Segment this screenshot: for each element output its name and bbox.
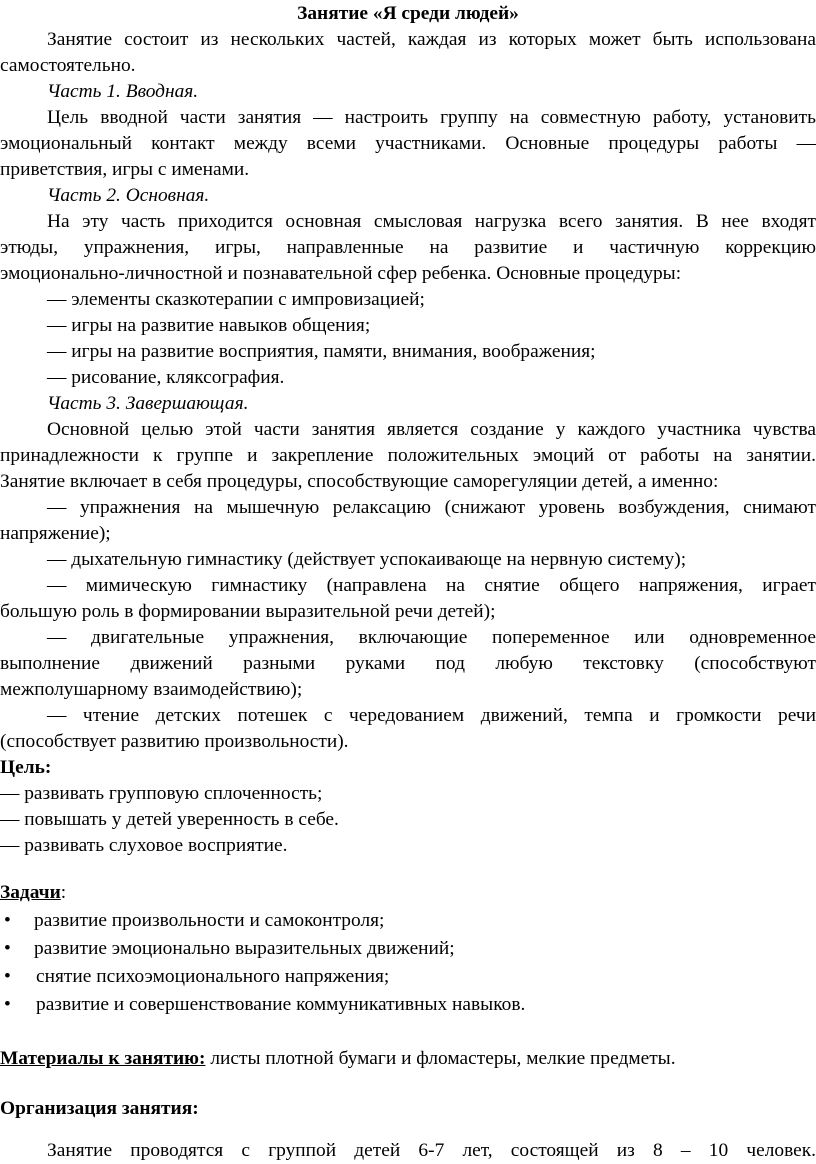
bullet-icon: • [4,910,11,931]
part1-heading: Часть 1. Вводная. [47,81,199,102]
tasks-item [0,936,816,962]
part2-item: — игры на развитие восприятия, памяти, внимания, воображения; [47,341,596,362]
materials-text: листы плотной бумаги и фломастеры, мелкие предметы. [205,1048,676,1069]
tasks-heading-line [0,880,816,906]
part2-line-2: этюды, упражнения, игры, направленные на развитие и частичную коррекцию [0,237,816,258]
document-title: Занятие «Я среди людей» [297,3,519,24]
organization-heading: Организация занятия: [0,1098,199,1119]
part3-item3-line-1: — мимическую гимнастику (направлена на снятие общего напряжения, играет [47,575,816,596]
part1-line-2: эмоциональный контакт между всеми участниками. Основные процедуры работы — [0,133,816,154]
part1-line-3: приветствия, игры с именами. [0,159,250,180]
part3-item5-line-2: (способствует развитию произвольности). [0,731,349,752]
part2-line-1: На эту часть приходится основная смысловая нагрузка всего занятия. В нее входят [47,211,816,232]
goal-heading: Цель: [0,757,52,778]
tasks-item-text: развитие и совершенствование коммуникативных навыков. [36,994,526,1015]
part3-item4-line-3: межполушарному взаимодействию); [0,679,303,700]
materials-line [0,1046,816,1072]
part2-item: — рисование, кляксография. [47,367,285,388]
materials-heading: Материалы к занятию: [0,1048,206,1069]
part3-item3-line-2: большую роль в формировании выразительной речи детей); [0,601,496,622]
part2-line-3: эмоционально-личностной и познавательной сфер ребенка. Основные процедуры: [0,263,682,284]
bullet-icon: • [4,966,11,987]
part3-item4-line-1: — двигательные упражнения, включающие попеременное или одновременное [47,627,816,648]
intro-line-1: Занятие состоит из нескольких частей, каждая из которых может быть использована [47,29,816,50]
bullet-icon: • [4,994,11,1015]
tasks-heading-colon: : [60,882,67,903]
goal-item: — повышать у детей уверенность в себе. [0,809,339,830]
tasks-item-text: развитие эмоционально выразительных движений; [34,938,455,959]
intro-line-2: самостоятельно. [0,55,136,76]
part3-item2-line-1: — дыхательную гимнастику (действует успокаивающе на нервную систему); [47,549,687,570]
part3-heading: Часть 3. Завершающая. [47,393,249,414]
tasks-item [0,908,816,934]
part3-item1-line-1: — упражнения на мышечную релаксацию (снижают уровень возбуждения, снимают [47,497,816,518]
part3-line-3: Занятие включает в себя процедуры, способствующие саморегуляции детей, а именно: [0,471,719,492]
part3-item4-line-2: выполнение движений разными руками под любую текстовку (способствуют [0,653,816,674]
tasks-item [0,964,816,990]
tasks-heading: Задачи [0,882,61,903]
organization-line-1: Занятие проводятся с группой детей 6-7 лет, состоящей из 8 – 10 человек. [47,1140,816,1161]
goal-item: — развивать групповую сплоченность; [0,783,323,804]
part2-item: — элементы сказкотерапии с импровизацией; [47,289,425,310]
part1-line-1: Цель вводной части занятия — настроить группу на совместную работу, установить [47,107,816,128]
tasks-item-text: развитие произвольности и самоконтроля; [34,910,385,931]
part3-line-1: Основной целью этой части занятия является создание у каждого участника чувства [47,419,816,440]
part2-heading: Часть 2. Основная. [47,185,210,206]
tasks-item-text: снятие психоэмоционального напряжения; [36,966,390,987]
part3-item1-line-2: напряжение); [0,523,111,544]
part2-item: — игры на развитие навыков общения; [47,315,371,336]
bullet-icon: • [4,938,11,959]
tasks-item [0,992,816,1018]
part3-item5-line-1: — чтение детских потешек с чередованием движений, темпа и громкости речи [47,705,816,726]
goal-item: — развивать слуховое восприятие. [0,835,288,856]
part3-line-2: принадлежности к группе и закрепление положительных эмоций от работы на занятии. [0,445,816,466]
